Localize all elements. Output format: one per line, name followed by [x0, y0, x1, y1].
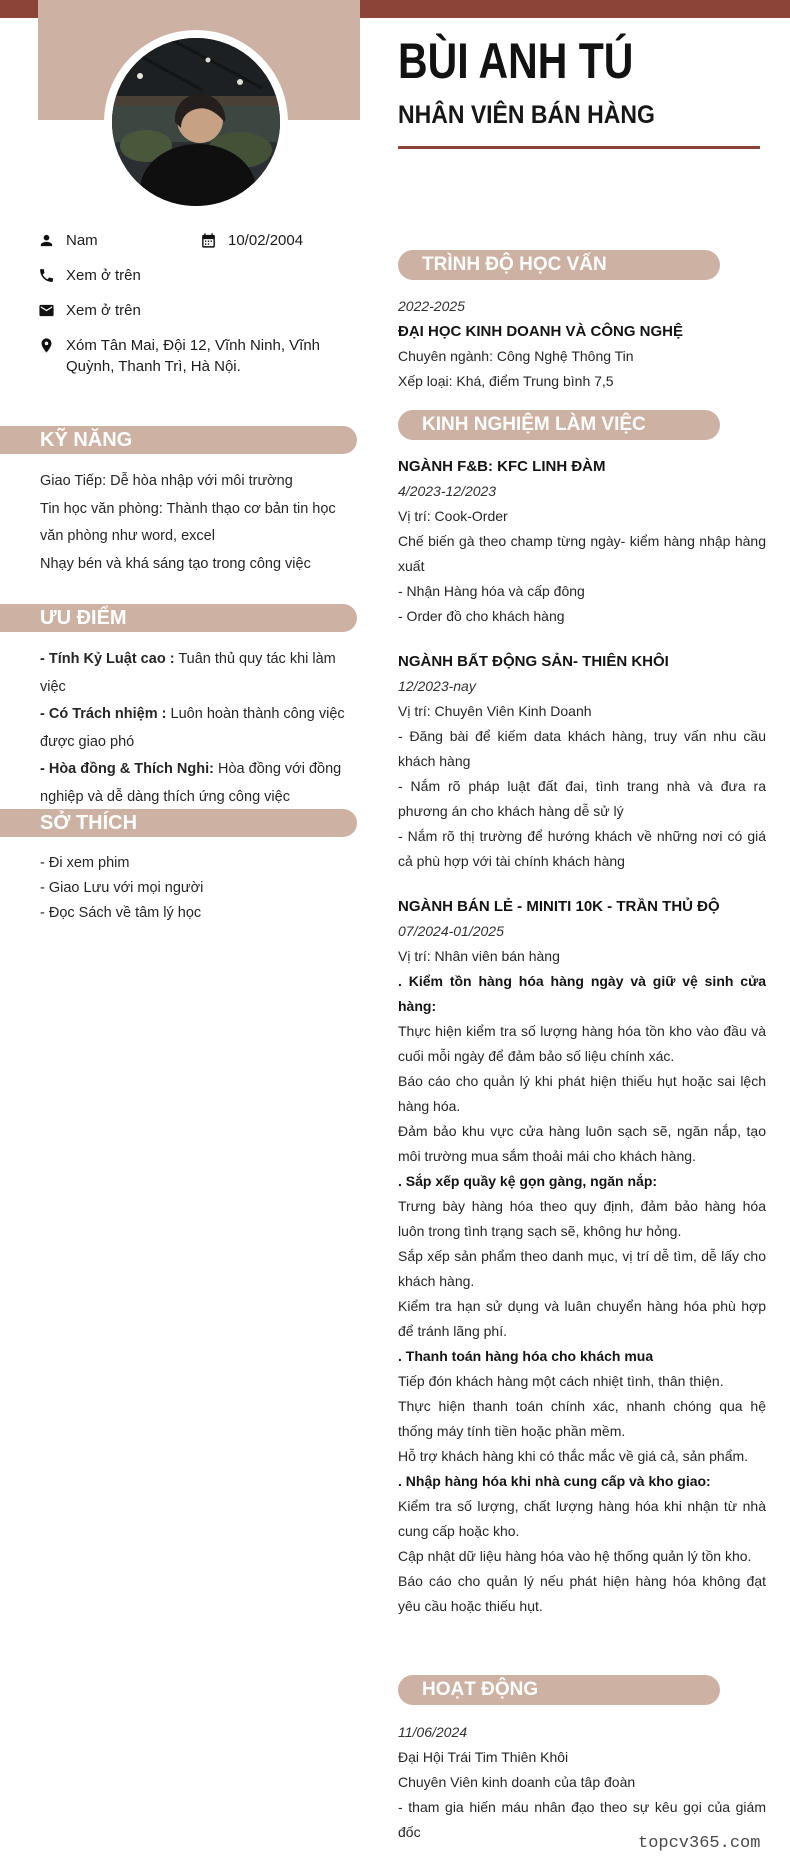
- activity-line: - tham gia hiến máu nhân đạo theo sự kêu gọi của giám đốc: [398, 1799, 766, 1840]
- activity-date: 11/06/2024: [398, 1724, 468, 1740]
- education-entry: [398, 294, 766, 394]
- job-detail: - Nhận Hàng hóa và cấp đông: [398, 583, 585, 599]
- profile-photo-ring: [104, 30, 288, 214]
- activity-line: Chuyên Viên kinh doanh của tâp đoàn: [398, 1774, 636, 1790]
- phone-value: Xem ở trên: [66, 267, 141, 284]
- calendar-icon: [200, 232, 217, 249]
- job-detail: Kiểm tra số lượng, chất lượng hàng hóa khi nhận từ nhà cung cấp hoặc kho.: [398, 1498, 766, 1539]
- job-detail: Báo cáo cho quản lý khi phát hiện thiếu hụt hoặc sai lệch hàng hóa.: [398, 1073, 766, 1114]
- hobbies-section-header: SỞ THÍCH: [0, 809, 357, 837]
- education-grade: Xếp loại: Khá, điểm Trung bình 7,5: [398, 373, 614, 389]
- email-icon: [38, 302, 55, 319]
- job-company: NGÀNH BẤT ĐỘNG SẢN- THIÊN KHÔI: [398, 653, 669, 670]
- skills-list: [40, 468, 360, 578]
- job-detail: . Sắp xếp quầy kệ gọn gàng, ngăn nắp:: [398, 1173, 658, 1189]
- email-value: Xem ở trên: [66, 302, 141, 319]
- job-detail: Cập nhật dữ liệu hàng hóa vào hệ thống quản lý tồn kho.: [398, 1548, 752, 1564]
- watermark: topcv365.com: [638, 1834, 761, 1853]
- job-period: 12/2023-nay: [398, 678, 476, 694]
- education-major: Chuyên ngành: Công Nghệ Thông Tin: [398, 348, 634, 364]
- job-detail: Thực hiện kiểm tra số lượng hàng hóa tồn kho vào đầu và cuối mỗi ngày để đảm bảo số liệu chính xác.: [398, 1023, 766, 1064]
- job-detail: . Kiểm tồn hàng hóa hàng ngày và giữ vệ sinh cửa hàng:: [398, 973, 766, 1014]
- job-detail: Trưng bày hàng hóa theo quy định, đảm bảo hàng hóa luôn trong tình trạng sạch sẽ, không hư hỏng.: [398, 1198, 766, 1239]
- birthdate-value: 10/02/2004: [228, 232, 304, 249]
- skills-section-header: KỸ NĂNG: [0, 426, 357, 454]
- job-detail: Sắp xếp sản phẩm theo danh mục, vị trí dễ tìm, dễ lấy cho khách hàng.: [398, 1248, 766, 1289]
- right-column: [398, 250, 766, 1845]
- profile-photo: [112, 38, 280, 206]
- job-detail: - Nắm rõ thị trường để hướng khách về những nơi có giá cả phù hợp với tài chính khách hàng: [398, 828, 766, 869]
- job-detail: Kiểm tra hạn sử dụng và luân chuyển hàng hóa phù hợp để tránh lãng phí.: [398, 1298, 766, 1339]
- address-value: Xóm Tân Mai, Đội 12, Vĩnh Ninh, Vĩnh Quỳnh, Thanh Trì, Hà Nội.: [66, 337, 321, 375]
- strengths-list: [40, 646, 360, 811]
- job-detail: Tiếp đón khách hàng một cách nhiệt tình, thân thiện.: [398, 1373, 724, 1389]
- job-detail: Báo cáo cho quản lý nếu phát hiện hàng hóa không đạt yêu cầu hoặc thiếu hụt.: [398, 1573, 766, 1614]
- hobbies-list: [40, 851, 360, 926]
- contact-row-address: [38, 335, 348, 377]
- gender-value: Nam: [66, 232, 98, 249]
- strengths-section-header: ƯU ĐIỂM: [0, 604, 357, 632]
- skill-item: Tin học văn phòng: Thành thạo cơ bản tin học văn phòng như word, excel: [40, 500, 336, 544]
- job-detail: - Nắm rõ pháp luật đất đai, tình trang nhà và đưa ra phương án cho khách hàng dễ sử lý: [398, 778, 766, 819]
- location-pin-icon: [38, 337, 55, 354]
- activities-section-header: HOẠT ĐỘNG: [398, 1675, 720, 1705]
- strength-item: - Hòa đồng & Thích Nghi: Hòa đồng với đồng nghiệp và dễ dàng thích ứng công việc: [40, 761, 342, 805]
- skill-item: Giao Tiếp: Dễ hòa nhập với môi trường: [40, 473, 293, 489]
- job-position: Vị trí: Cook-Order: [398, 508, 508, 524]
- person-icon: [38, 232, 55, 249]
- job-detail: . Nhập hàng hóa khi nhà cung cấp và kho giao:: [398, 1473, 711, 1489]
- job-detail: - Order đồ cho khách hàng: [398, 608, 565, 624]
- hobby-item: - Đi xem phim: [40, 855, 130, 871]
- education-school: ĐẠI HỌC KINH DOANH VÀ CÔNG NGHỆ: [398, 323, 684, 340]
- job-company: NGÀNH BÁN LẺ - MINITI 10K - TRẦN THỦ ĐỘ: [398, 898, 720, 915]
- job-detail: Thực hiện thanh toán chính xác, nhanh chóng qua hệ thống máy tính tiền hoặc phần mềm.: [398, 1398, 766, 1439]
- experience-section-header: KINH NGHIỆM LÀM VIỆC: [398, 410, 720, 440]
- contact-section: [38, 230, 348, 377]
- job-entry: [398, 454, 766, 629]
- hobby-item: - Giao Lưu với mọi người: [40, 880, 204, 896]
- job-entry: [398, 894, 766, 1619]
- hobby-item: - Đọc Sách về tâm lý học: [40, 905, 202, 921]
- job-detail: Chế biến gà theo champ từng ngày- kiểm hàng nhập hàng xuất: [398, 533, 766, 574]
- contact-row-gender-birth: [38, 230, 348, 251]
- skill-item: Nhạy bén và khá sáng tạo trong công việc: [40, 555, 311, 572]
- candidate-name: BÙI ANH TÚ: [398, 33, 634, 89]
- strength-item: - Tính Kỷ Luật cao : Tuân thủ quy tác khi làm việc: [40, 651, 336, 695]
- job-company: NGÀNH F&B: KFC LINH ĐÀM: [398, 458, 606, 475]
- candidate-job-title: NHÂN VIÊN BÁN HÀNG: [398, 101, 655, 129]
- contact-row-phone: [38, 265, 348, 286]
- job-period: 4/2023-12/2023: [398, 483, 497, 499]
- job-position: Vị trí: Nhân viên bán hàng: [398, 948, 560, 964]
- title-divider: [398, 146, 760, 149]
- education-period: 2022-2025: [398, 298, 465, 314]
- job-detail: Đảm bảo khu vực cửa hàng luôn sạch sẽ, ngăn nắp, tạo môi trường mua sắm thoải mái cho khách hàng.: [398, 1123, 766, 1164]
- job-detail: Hỗ trợ khách hàng khi có thắc mắc về giá cả, sản phẩm.: [398, 1448, 749, 1464]
- education-section-header: TRÌNH ĐỘ HỌC VẤN: [398, 250, 720, 280]
- job-period: 07/2024-01/2025: [398, 923, 504, 939]
- activity-entry: [398, 1720, 766, 1845]
- job-position: Vị trí: Chuyên Viên Kinh Doanh: [398, 703, 592, 719]
- profile-photo-placeholder: [112, 38, 280, 206]
- job-detail: . Thanh toán hàng hóa cho khách mua: [398, 1348, 654, 1364]
- activity-line: Đại Hội Trái Tim Thiên Khôi: [398, 1749, 569, 1765]
- job-entry: [398, 649, 766, 874]
- strength-item: - Có Trách nhiệm : Luôn hoàn thành công việc được giao phó: [40, 706, 345, 750]
- job-detail: - Đăng bài để kiếm data khách hàng, truy vấn nhu cầu khách hàng: [398, 728, 766, 769]
- birthdate-group: [200, 230, 303, 251]
- phone-icon: [38, 267, 55, 284]
- contact-row-email: [38, 300, 348, 321]
